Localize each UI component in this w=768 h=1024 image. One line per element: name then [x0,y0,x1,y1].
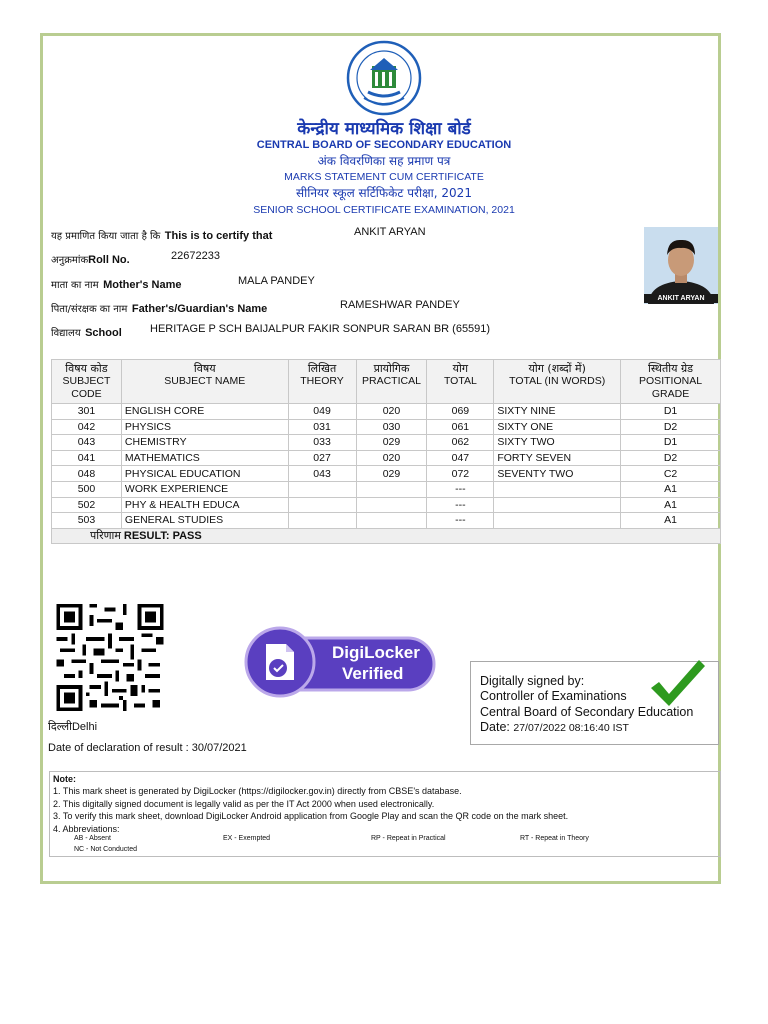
notes-box [49,771,721,857]
cell-code: 301 [52,404,122,420]
signature-date [480,720,629,734]
cell-practical [356,481,427,497]
school-label-english: School [85,327,122,339]
digilocker-verified-badge [244,626,436,698]
cbse-logo [346,40,422,116]
cell-code: 502 [52,497,122,513]
cell-code: 503 [52,513,122,529]
result-text: RESULT: PASS [123,530,202,543]
signature-date-value: 27/07/2022 08:16:40 IST [513,722,629,734]
mother-label-english: Mother's Name [103,279,182,291]
cell-grade: D1 [621,435,721,451]
signer-title: Controller of Examinations [480,689,627,703]
cell-code: 048 [52,466,122,482]
cell-total: --- [427,497,494,513]
exam-name-english: SENIOR SCHOOL CERTIFICATE EXAMINATION, 2021 [253,204,515,216]
cell-total: 069 [427,404,494,420]
header-subject-code: विषय कोड SUBJECT CODE [52,360,122,404]
table-row [52,450,721,466]
abbreviation: RP - Repeat in Practical [371,835,446,842]
cell-theory [288,481,356,497]
roll-label-hindi: अनुक्रमांक [51,255,89,266]
cell-grade: A1 [621,513,721,529]
cell-total: 072 [427,466,494,482]
abbreviation: NC - Not Conducted [74,846,138,853]
declaration-date: 30/07/2021 [191,742,247,754]
candidate-photo [644,227,718,304]
result-cell [52,528,721,544]
cell-theory [288,497,356,513]
cell-words: SIXTY TWO [494,435,621,451]
cell-subject: WORK EXPERIENCE [121,481,288,497]
cell-practical: 030 [356,419,427,435]
cell-total: --- [427,513,494,529]
cell-words [494,481,621,497]
cell-grade: A1 [621,481,721,497]
note-item: 2. This digitally signed document is legally valid as per the IT Act 2000 when used electronically. [53,798,435,809]
certify-hindi: यह प्रमाणित किया जाता है कि [51,231,161,242]
father-label [51,299,267,317]
cell-practical: 020 [356,450,427,466]
cell-subject: PHYSICS [121,419,288,435]
cell-grade: A1 [621,497,721,513]
cell-total: 061 [427,419,494,435]
cell-grade: D1 [621,404,721,420]
certificate-title-english: MARKS STATEMENT CUM CERTIFICATE [284,171,484,183]
cell-words: SIXTY NINE [494,404,621,420]
certify-english: This is to certify that [164,230,273,242]
signed-by-label: Digitally signed by: [480,674,585,688]
digital-signature-box [470,661,719,745]
cell-words [494,513,621,529]
header-total: योग TOTAL [427,360,494,404]
roll-label-english: Roll No. [88,254,130,266]
header-positional-grade: स्थितीय ग्रेड POSITIONAL GRADE [621,360,721,404]
cell-words: SIXTY ONE [494,419,621,435]
declaration-label: Date of declaration of result : [48,742,189,754]
table-row [52,513,721,529]
cell-subject: MATHEMATICS [121,450,288,466]
result-row [52,528,721,544]
cell-subject: PHY & HEALTH EDUCA [121,497,288,513]
cell-practical: 020 [356,404,427,420]
board-name-hindi: केन्द्रीय माध्यमिक शिक्षा बोर्ड [297,119,471,139]
cell-words [494,497,621,513]
result-label-hindi: परिणाम [90,529,121,543]
abbreviation: EX - Exempted [223,835,271,842]
cell-total: 062 [427,435,494,451]
roll-number: 22672233 [171,250,220,262]
table-row [52,466,721,482]
candidate-name: ANKIT ARYAN [354,226,426,238]
cell-theory: 031 [288,419,356,435]
signature-date-label: Date: [480,720,510,734]
cell-grade: D2 [621,450,721,466]
abbreviation: RT - Repeat in Theory [520,835,589,842]
cell-theory [288,513,356,529]
place [48,719,97,734]
place-english: Delhi [71,721,98,733]
school-label [51,323,122,341]
table-row [52,419,721,435]
cell-practical: 029 [356,435,427,451]
cell-practical: 029 [356,466,427,482]
cell-subject: ENGLISH CORE [121,404,288,420]
signer-organization: Central Board of Secondary Education [480,705,694,719]
roll-label [51,250,130,268]
mother-label-hindi: माता का नाम [51,280,99,291]
father-label-hindi: पिता/संरक्षक का नाम [51,304,128,315]
header-theory: लिखित THEORY [288,360,356,404]
note-item: 3. To verify this mark sheet, download DigiLocker Android application from Google Play and scan the QR code on the mark sheet. [53,811,569,822]
cell-grade: C2 [621,466,721,482]
cell-theory: 049 [288,404,356,420]
cell-theory: 043 [288,466,356,482]
note-item: 1. This mark sheet is generated by DigiLocker (https://digilocker.gov.in) directly from CBSE's database. [53,786,462,797]
mother-label [51,275,181,293]
qr-code[interactable] [54,604,166,711]
cell-grade: D2 [621,419,721,435]
cell-code: 042 [52,419,122,435]
note-item: 4. Abbreviations: [53,823,120,834]
table-row [52,497,721,513]
cell-subject: CHEMISTRY [121,435,288,451]
header-practical: प्रायोगिक PRACTICAL [356,360,427,404]
digilocker-label: DigiLocker [332,643,420,662]
cell-practical [356,513,427,529]
table-header-row [52,360,721,404]
school-label-hindi: विद्यालय [51,328,81,339]
cell-code: 043 [52,435,122,451]
cell-subject: PHYSICAL EDUCATION [121,466,288,482]
header-subject-name: विषय SUBJECT NAME [121,360,288,404]
cell-words: FORTY SEVEN [494,450,621,466]
mother-name: MALA PANDEY [238,275,315,287]
cell-code: 500 [52,481,122,497]
cell-subject: GENERAL STUDIES [121,513,288,529]
abbreviation: AB - Absent [74,835,111,842]
cell-total: 047 [427,450,494,466]
cell-theory: 027 [288,450,356,466]
cell-practical [356,497,427,513]
declaration-date-line [48,742,247,754]
board-name-english: CENTRAL BOARD OF SECONDARY EDUCATION [256,139,512,151]
verified-label: Verified [342,664,404,683]
certificate-title-hindi: अंक विवरणिका सह प्रमाण पत्र [317,154,451,168]
header-total-words: योग (शब्दों में) TOTAL (IN WORDS) [494,360,621,404]
table-row [52,481,721,497]
school-name: HERITAGE P SCH BAIJALPUR FAKIR SONPUR SARAN BR (65591) [150,323,491,335]
father-label-english: Father's/Guardian's Name [131,303,268,315]
father-name: RAMESHWAR PANDEY [340,299,460,311]
cell-total: --- [427,481,494,497]
place-hindi: दिल्ली [48,720,72,733]
certify-line [51,226,272,244]
photo-caption: ANKIT ARYAN [644,294,718,303]
cell-theory: 033 [288,435,356,451]
notes-title: Note: [53,774,76,784]
cell-words: SEVENTY TWO [494,466,621,482]
cell-code: 041 [52,450,122,466]
table-row [52,404,721,420]
check-icon [647,656,707,712]
exam-name-hindi: सीनियर स्कूल सर्टिफिकेट परीक्षा, 2021 [296,186,472,200]
marks-table [51,359,721,544]
table-row [52,435,721,451]
